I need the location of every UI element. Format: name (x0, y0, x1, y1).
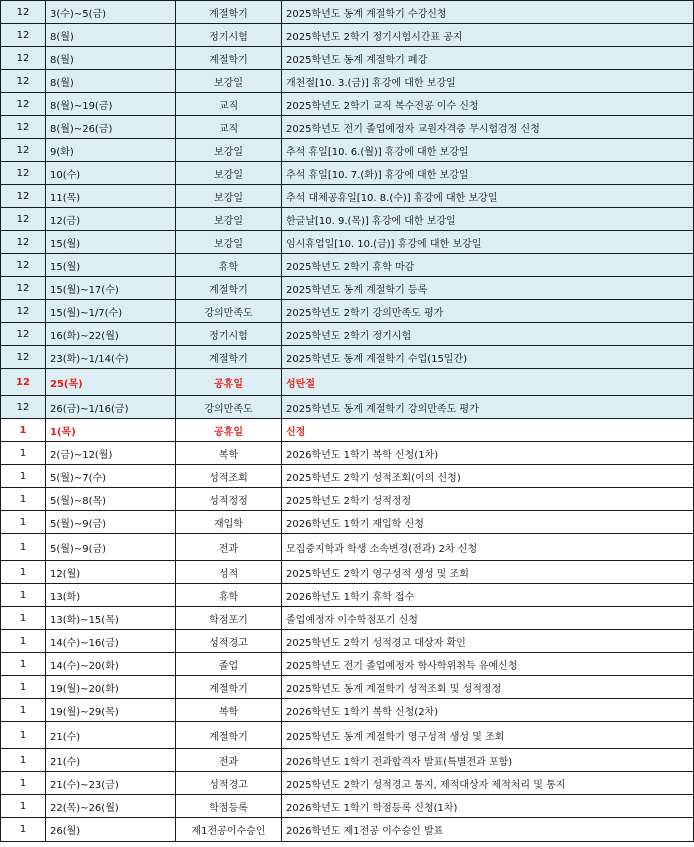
row-category: 졸업 (176, 653, 282, 676)
row-month: 1 (1, 534, 46, 561)
row-date: 23(화)~1/14(수) (46, 346, 176, 369)
row-month: 1 (1, 795, 46, 818)
row-description: 2025학년도 2학기 교직 복수전공 이수 신청 (282, 93, 694, 116)
row-month: 12 (1, 93, 46, 116)
row-month: 12 (1, 254, 46, 277)
row-description: 한글날[10. 9.(목)] 휴강에 대한 보강일 (282, 208, 694, 231)
row-date: 16(화)~22(월) (46, 323, 176, 346)
row-description: 2026학년도 1학기 전과합격자 발표(특별전과 포함) (282, 749, 694, 772)
row-description: 2025학년도 동계 계절학기 영구성적 생성 및 조회 (282, 722, 694, 749)
row-date: 14(수)~16(금) (46, 630, 176, 653)
row-category: 전과 (176, 749, 282, 772)
row-month: 1 (1, 772, 46, 795)
row-date: 13(화)~15(목) (46, 607, 176, 630)
row-category: 휴학 (176, 584, 282, 607)
row-date: 15(월)~1/7(수) (46, 300, 176, 323)
row-date: 15(월)~17(수) (46, 277, 176, 300)
row-category: 공휴일 (176, 419, 282, 442)
row-month: 12 (1, 323, 46, 346)
calendar-row (1, 162, 694, 185)
row-date: 19(월)~29(목) (46, 699, 176, 722)
calendar-row (1, 70, 694, 93)
row-date: 22(목)~26(월) (46, 795, 176, 818)
calendar-row (1, 749, 694, 772)
row-month: 12 (1, 116, 46, 139)
row-description: 2025학년도 동계 계절학기 폐강 (282, 47, 694, 70)
row-description: 임시휴업일[10. 10.(금)] 휴강에 대한 보강일 (282, 231, 694, 254)
calendar-row (1, 116, 694, 139)
row-date: 9(화) (46, 139, 176, 162)
row-date: 8(월)~19(금) (46, 93, 176, 116)
row-category: 보강일 (176, 70, 282, 93)
row-category: 교직 (176, 93, 282, 116)
row-month: 1 (1, 561, 46, 584)
row-description: 2026학년도 1학기 복학 신청(1차) (282, 442, 694, 465)
row-month: 12 (1, 24, 46, 47)
row-description: 2026학년도 1학기 학점등록 신청(1차) (282, 795, 694, 818)
row-month: 1 (1, 749, 46, 772)
calendar-row (1, 369, 694, 396)
row-category: 보강일 (176, 185, 282, 208)
row-category: 성적경고 (176, 772, 282, 795)
row-category: 보강일 (176, 208, 282, 231)
calendar-row (1, 465, 694, 488)
calendar-row (1, 561, 694, 584)
row-category: 성적조회 (176, 465, 282, 488)
row-description: 2025학년도 2학기 영구성적 생성 및 조회 (282, 561, 694, 584)
row-description: 2025학년도 동계 계절학기 성적조회 및 성적정정 (282, 676, 694, 699)
row-date: 26(월) (46, 818, 176, 842)
row-date: 8(월) (46, 24, 176, 47)
row-month: 1 (1, 488, 46, 511)
row-description: 2025학년도 2학기 성적경고 통지, 제적대상자 제적처리 및 통지 (282, 772, 694, 795)
row-date: 10(수) (46, 162, 176, 185)
row-category: 공휴일 (176, 369, 282, 396)
row-date: 21(수) (46, 749, 176, 772)
row-month: 12 (1, 47, 46, 70)
row-month: 1 (1, 653, 46, 676)
calendar-row (1, 795, 694, 818)
row-date: 8(월)~26(금) (46, 116, 176, 139)
calendar-row (1, 93, 694, 116)
row-category: 학점등록 (176, 795, 282, 818)
row-month: 1 (1, 676, 46, 699)
row-date: 5(월)~9(금) (46, 534, 176, 561)
row-category: 복학 (176, 442, 282, 465)
calendar-row (1, 488, 694, 511)
row-month: 12 (1, 300, 46, 323)
row-month: 1 (1, 607, 46, 630)
row-date: 2(금)~12(월) (46, 442, 176, 465)
calendar-row (1, 722, 694, 749)
row-category: 계절학기 (176, 47, 282, 70)
row-month: 1 (1, 465, 46, 488)
row-date: 11(목) (46, 185, 176, 208)
row-category: 휴학 (176, 254, 282, 277)
row-description: 모집중지학과 학생 소속변경(전과) 2차 신청 (282, 534, 694, 561)
row-description: 2025학년도 2학기 성적경고 대상자 확인 (282, 630, 694, 653)
row-date: 21(수) (46, 722, 176, 749)
row-date: 14(수)~20(화) (46, 653, 176, 676)
row-description: 추석 대체공휴일[10. 8.(수)] 휴강에 대한 보강일 (282, 185, 694, 208)
row-date: 8(월) (46, 70, 176, 93)
row-month: 12 (1, 208, 46, 231)
row-date: 5(월)~7(수) (46, 465, 176, 488)
row-category: 보강일 (176, 162, 282, 185)
row-description: 2025학년도 전기 졸업예정자 교원자격증 무시험검정 신청 (282, 116, 694, 139)
row-month: 1 (1, 442, 46, 465)
calendar-row (1, 772, 694, 795)
row-description: 졸업예정자 이수학점포기 신청 (282, 607, 694, 630)
calendar-row (1, 653, 694, 676)
calendar-row (1, 254, 694, 277)
row-date: 15(월) (46, 231, 176, 254)
row-description: 2026학년도 1학기 휴학 접수 (282, 584, 694, 607)
calendar-row (1, 511, 694, 534)
row-description: 추석 휴일[10. 6.(월)] 휴강에 대한 보강일 (282, 139, 694, 162)
row-category: 전과 (176, 534, 282, 561)
row-category: 제1전공이수승인 (176, 818, 282, 842)
row-category: 강의만족도 (176, 300, 282, 323)
row-month: 12 (1, 346, 46, 369)
row-description: 개천절[10. 3.(금)] 휴강에 대한 보강일 (282, 70, 694, 93)
row-description: 2025학년도 2학기 정기시험 (282, 323, 694, 346)
calendar-row (1, 24, 694, 47)
row-description: 성탄절 (282, 369, 694, 396)
row-month: 12 (1, 1, 46, 24)
row-category: 계절학기 (176, 346, 282, 369)
row-month: 12 (1, 162, 46, 185)
row-date: 26(금)~1/16(금) (46, 396, 176, 419)
row-date: 8(월) (46, 47, 176, 70)
calendar-row (1, 208, 694, 231)
calendar-row (1, 139, 694, 162)
row-month: 1 (1, 630, 46, 653)
row-month: 12 (1, 139, 46, 162)
row-month: 1 (1, 419, 46, 442)
row-month: 1 (1, 722, 46, 749)
row-description: 2025학년도 동계 계절학기 수업(15일간) (282, 346, 694, 369)
row-category: 보강일 (176, 231, 282, 254)
row-description: 2025학년도 전기 졸업예정자 학사학위취득 유예신청 (282, 653, 694, 676)
row-description: 2025학년도 동계 계절학기 등록 (282, 277, 694, 300)
row-description: 2025학년도 2학기 정기시험시간표 공지 (282, 24, 694, 47)
row-category: 계절학기 (176, 1, 282, 24)
row-month: 12 (1, 369, 46, 396)
calendar-row (1, 442, 694, 465)
row-description: 신정 (282, 419, 694, 442)
calendar-row (1, 185, 694, 208)
row-description: 추석 휴일[10. 7.(화)] 휴강에 대한 보강일 (282, 162, 694, 185)
row-category: 학점포기 (176, 607, 282, 630)
row-description: 2025학년도 2학기 성적정정 (282, 488, 694, 511)
row-category: 성적경고 (176, 630, 282, 653)
calendar-row (1, 277, 694, 300)
calendar-row (1, 346, 694, 369)
row-month: 12 (1, 396, 46, 419)
row-month: 1 (1, 584, 46, 607)
row-month: 12 (1, 231, 46, 254)
row-month: 1 (1, 818, 46, 842)
row-description: 2025학년도 2학기 성적조회(이의 신청) (282, 465, 694, 488)
row-date: 15(월) (46, 254, 176, 277)
row-month: 12 (1, 185, 46, 208)
calendar-row (1, 396, 694, 419)
calendar-row (1, 584, 694, 607)
row-date: 5(월)~8(목) (46, 488, 176, 511)
row-category: 복학 (176, 699, 282, 722)
calendar-row (1, 419, 694, 442)
calendar-row (1, 676, 694, 699)
row-month: 1 (1, 511, 46, 534)
row-category: 계절학기 (176, 676, 282, 699)
row-month: 12 (1, 277, 46, 300)
row-category: 교직 (176, 116, 282, 139)
row-description: 2026학년도 1학기 복학 신청(2차) (282, 699, 694, 722)
calendar-row (1, 300, 694, 323)
row-description: 2025학년도 2학기 휴학 마감 (282, 254, 694, 277)
row-month: 1 (1, 699, 46, 722)
calendar-row (1, 818, 694, 842)
row-date: 3(수)~5(금) (46, 1, 176, 24)
row-date: 25(목) (46, 369, 176, 396)
row-category: 성적정정 (176, 488, 282, 511)
row-description: 2025학년도 동계 계절학기 수강신청 (282, 1, 694, 24)
row-date: 13(화) (46, 584, 176, 607)
calendar-row (1, 47, 694, 70)
calendar-row (1, 323, 694, 346)
row-description: 2026학년도 1학기 재입학 신청 (282, 511, 694, 534)
row-date: 12(금) (46, 208, 176, 231)
row-category: 계절학기 (176, 722, 282, 749)
calendar-row (1, 630, 694, 653)
row-month: 12 (1, 70, 46, 93)
row-category: 정기시험 (176, 323, 282, 346)
row-category: 정기시험 (176, 24, 282, 47)
calendar-row (1, 699, 694, 722)
calendar-row (1, 607, 694, 630)
calendar-row (1, 534, 694, 561)
row-description: 2025학년도 2학기 강의만족도 평가 (282, 300, 694, 323)
row-date: 5(월)~9(금) (46, 511, 176, 534)
row-category: 재입학 (176, 511, 282, 534)
row-category: 성적 (176, 561, 282, 584)
row-category: 계절학기 (176, 277, 282, 300)
row-date: 21(수)~23(금) (46, 772, 176, 795)
row-description: 2026학년도 제1전공 이수승인 발표 (282, 818, 694, 842)
calendar-row (1, 231, 694, 254)
row-description: 2025학년도 동계 계절학기 강의만족도 평가 (282, 396, 694, 419)
row-category: 보강일 (176, 139, 282, 162)
row-category: 강의만족도 (176, 396, 282, 419)
calendar-body (1, 1, 694, 842)
calendar-row (1, 1, 694, 24)
row-date: 12(월) (46, 561, 176, 584)
row-date: 1(목) (46, 419, 176, 442)
row-date: 19(월)~20(화) (46, 676, 176, 699)
